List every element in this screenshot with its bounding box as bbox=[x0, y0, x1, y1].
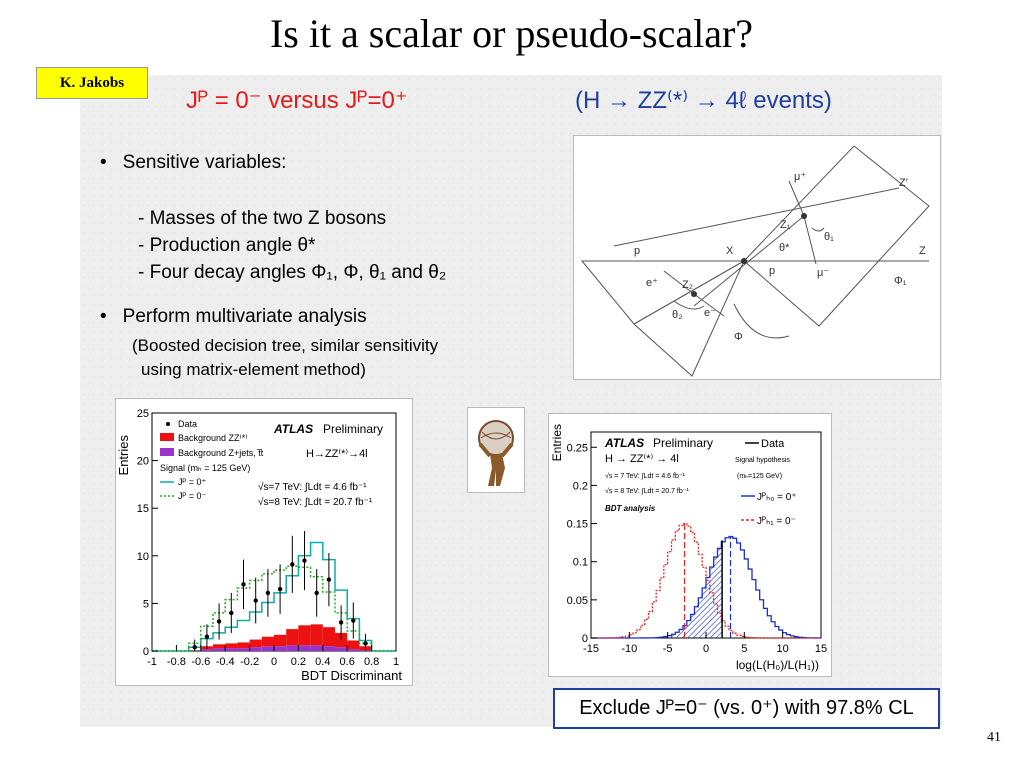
zjets-bar bbox=[213, 648, 225, 651]
bdt-note-2: using matrix-element method) bbox=[141, 360, 366, 379]
legend-zjets: Background Z+jets, t̅t bbox=[178, 448, 264, 458]
data-point bbox=[205, 635, 209, 639]
chart-left-lumi8: √s=8 TeV: ∫Ldt = 20.7 fb⁻¹ bbox=[258, 497, 373, 508]
zjets-bar bbox=[335, 647, 347, 651]
legend-right-sig-hyp: Signal hypothesis bbox=[735, 457, 790, 464]
zjets-bar bbox=[237, 648, 249, 651]
zz-bar bbox=[274, 635, 286, 646]
label-theta2: θ₂ bbox=[672, 309, 683, 321]
legend-0plus: Jᴾ = 0⁺ bbox=[178, 477, 207, 487]
chart-right-bdt: BDT analysis bbox=[605, 504, 656, 513]
x-tick-label: -0.8 bbox=[166, 656, 186, 668]
zz-bar bbox=[250, 640, 262, 648]
x-tick-label: 0.4 bbox=[315, 656, 331, 668]
chart-left-ylabel: Entries bbox=[116, 435, 131, 476]
x-tick-label: 0.8 bbox=[363, 656, 380, 668]
chart-left-atlas: ATLAS bbox=[274, 422, 314, 436]
zjets-bar bbox=[201, 649, 213, 651]
bullet-item-2: - Production angle θ* bbox=[138, 235, 316, 256]
chart-right-lumi7: √s = 7 TeV: ∫Ldt = 4.6 fb⁻¹ bbox=[605, 473, 685, 480]
x-tick-label: -0.4 bbox=[215, 656, 235, 668]
x-tick-label: 0 bbox=[702, 643, 710, 655]
data-point bbox=[315, 591, 319, 595]
data-point bbox=[290, 562, 294, 566]
y-tick-label: 0.05 bbox=[566, 594, 588, 607]
data-point bbox=[193, 645, 197, 649]
page-number: 41 bbox=[987, 730, 1001, 745]
label-p-left: p bbox=[634, 245, 641, 257]
heading-process: (H → ZZ⁽*⁾ → 4ℓ events) bbox=[575, 87, 832, 114]
bdt-note-1: (Boosted decision tree, similar sensitivity bbox=[132, 336, 439, 355]
bdt-discriminant-chart bbox=[115, 398, 413, 686]
data-point bbox=[254, 598, 258, 602]
label-z2: Z₂ bbox=[682, 279, 693, 291]
legend-data: Data bbox=[178, 419, 198, 429]
x-tick-label: 15 bbox=[814, 643, 828, 655]
x-tick-label: 0 bbox=[270, 656, 278, 668]
y-tick-label: 10 bbox=[136, 550, 149, 563]
bullet-item-1: - Masses of the two Z bosons bbox=[138, 208, 387, 229]
y-tick-label: 0.15 bbox=[566, 518, 588, 531]
data-point bbox=[327, 577, 331, 581]
label-mu-minus: μ⁻ bbox=[817, 267, 830, 279]
chart-right-lumi8: √s = 8 TeV: ∫Ldt = 20.7 fb⁻¹ bbox=[605, 488, 689, 495]
heading-jp: Jᴾ = 0⁻ versus Jᴾ=0⁺ bbox=[186, 87, 408, 114]
x-tick-label: 0.2 bbox=[290, 656, 307, 668]
zjets-bar bbox=[286, 645, 298, 651]
data-point bbox=[229, 611, 233, 615]
data-point bbox=[241, 582, 245, 586]
vertex-dot bbox=[741, 258, 747, 264]
label-e-minus: e⁻ bbox=[704, 307, 716, 319]
atlas-figure-icon bbox=[468, 408, 524, 492]
chart-left-xlabel: BDT Discriminant bbox=[301, 668, 402, 683]
zz-bar bbox=[298, 625, 310, 645]
label-theta1: θ₁ bbox=[824, 231, 834, 243]
chart-right-ylabel: Entries bbox=[550, 424, 564, 462]
y-tick-label: 0.2 bbox=[572, 480, 588, 493]
y-tick-label: 0 bbox=[581, 633, 588, 645]
bullet-sensitive bbox=[100, 152, 286, 174]
likelihood-ratio-chart bbox=[548, 413, 832, 677]
zjets-bar bbox=[298, 645, 310, 651]
y-tick-label: 20 bbox=[136, 455, 149, 468]
zjets-bar bbox=[225, 648, 237, 651]
chart-left-preliminary: Preliminary bbox=[323, 422, 384, 436]
mu-plus-line bbox=[789, 181, 804, 216]
label-z: Z bbox=[919, 245, 926, 257]
z-prime-axis bbox=[614, 188, 899, 246]
mu-minus-line bbox=[804, 216, 816, 264]
legend-signal: Signal (mₕ = 125 GeV) bbox=[160, 463, 251, 473]
legend-zz: Background ZZ⁽*⁾ bbox=[178, 433, 248, 443]
plane-right bbox=[744, 146, 929, 326]
data-point bbox=[278, 587, 282, 591]
bullet-item-3: - Four decay angles Φ₁, Φ, θ₁ and θ₂ bbox=[138, 262, 447, 283]
label-mu-plus: μ⁺ bbox=[794, 171, 807, 183]
y-tick-label: 15 bbox=[136, 503, 149, 516]
y-tick-label: 0 bbox=[142, 646, 149, 658]
zz-bar bbox=[311, 624, 323, 645]
x-tick-label: -0.2 bbox=[240, 656, 260, 668]
zjets-bar bbox=[311, 645, 323, 651]
legend-data-marker bbox=[166, 422, 170, 426]
chart-right-xlabel: log(L(H₀)/L(H₁)) bbox=[735, 658, 819, 672]
x-tick-label: -0.6 bbox=[191, 656, 211, 668]
x-tick-label: -15 bbox=[583, 643, 599, 655]
data-point bbox=[363, 641, 367, 645]
data-point bbox=[351, 618, 355, 622]
x-tick-label: 0.6 bbox=[339, 656, 355, 668]
zz-bar bbox=[323, 627, 335, 646]
data-point bbox=[217, 619, 221, 623]
zjets-bar bbox=[323, 646, 335, 651]
author-tag: K. Jakobs bbox=[36, 67, 148, 99]
x-tick-label: -5 bbox=[662, 643, 673, 655]
decay-angle-diagram bbox=[573, 135, 941, 380]
label-p-mid: p bbox=[769, 265, 776, 277]
bullet-perform bbox=[100, 306, 367, 328]
chart-right-process: H → ZZ⁽*⁾ → 4l bbox=[605, 453, 679, 465]
chart-left-lumi7: √s=7 TeV: ∫Ldt = 4.6 fb⁻¹ bbox=[258, 482, 367, 493]
zz-bar bbox=[286, 629, 298, 645]
slide-title: Is it a scalar or pseudo-scalar? bbox=[269, 11, 754, 56]
legend-right-data: Data bbox=[761, 438, 785, 450]
y-tick-label: 5 bbox=[142, 598, 149, 611]
x-tick-label: -1 bbox=[147, 656, 157, 668]
zjets-bar bbox=[274, 646, 286, 651]
zjets-bar bbox=[347, 649, 359, 651]
y-tick-label: 25 bbox=[136, 408, 149, 420]
exclusion-result-box: Exclude Jᴾ=0⁻ (vs. 0⁺) with 97.8% CL bbox=[553, 688, 940, 729]
legend-right-0plus: Jᴾₕ₀ = 0⁺ bbox=[757, 492, 797, 503]
label-phi: Φ bbox=[734, 331, 743, 343]
legend-0minus: Jᴾ = 0⁻ bbox=[178, 491, 207, 501]
label-e-plus: e⁺ bbox=[646, 277, 658, 289]
zz-bar bbox=[225, 643, 237, 648]
data-point bbox=[266, 591, 270, 595]
x-tick-label: 10 bbox=[776, 643, 789, 655]
legend-zjets-swatch bbox=[160, 448, 174, 456]
z1-dot bbox=[801, 213, 807, 219]
legend-right-mass: (mₕ=125 GeV) bbox=[737, 473, 783, 480]
bullet-perform-text: Perform multivariate analysis bbox=[122, 306, 367, 327]
zz-bar bbox=[213, 644, 225, 648]
data-point bbox=[302, 558, 306, 562]
label-theta-star: θ* bbox=[779, 242, 790, 254]
label-z-prime: Z′ bbox=[899, 177, 908, 189]
theta2-arc bbox=[674, 301, 704, 309]
y-tick-label: 0.1 bbox=[572, 556, 588, 569]
x-tick-label: -10 bbox=[621, 643, 638, 655]
label-phi1: Φ₁ bbox=[894, 275, 907, 287]
zz-bar bbox=[237, 642, 249, 648]
legend-zz-swatch bbox=[160, 433, 174, 441]
zjets-bar bbox=[250, 647, 262, 651]
label-z1: Z₁ bbox=[780, 219, 791, 231]
chart-right-atlas: ATLAS bbox=[605, 436, 645, 450]
x-tick-label: 1 bbox=[392, 656, 400, 668]
label-x: X bbox=[726, 245, 734, 257]
x-tick-label: 5 bbox=[741, 643, 748, 655]
theta1-arc bbox=[812, 228, 824, 231]
zjets-bar bbox=[262, 646, 274, 651]
bullet-sensitive-text: Sensitive variables: bbox=[122, 152, 287, 173]
z2-dot bbox=[691, 291, 697, 297]
atlas-logo bbox=[467, 407, 525, 493]
data-point bbox=[339, 620, 343, 624]
chart-left-process: H→ZZ⁽*⁾→4l bbox=[306, 448, 368, 460]
y-tick-label: 0.25 bbox=[566, 442, 588, 455]
zz-bar bbox=[262, 637, 274, 647]
chart-right-preliminary: Preliminary bbox=[653, 436, 714, 450]
legend-right-0minus: Jᴾₕ₁ = 0⁻ bbox=[757, 516, 796, 527]
zz-bar bbox=[347, 641, 359, 650]
